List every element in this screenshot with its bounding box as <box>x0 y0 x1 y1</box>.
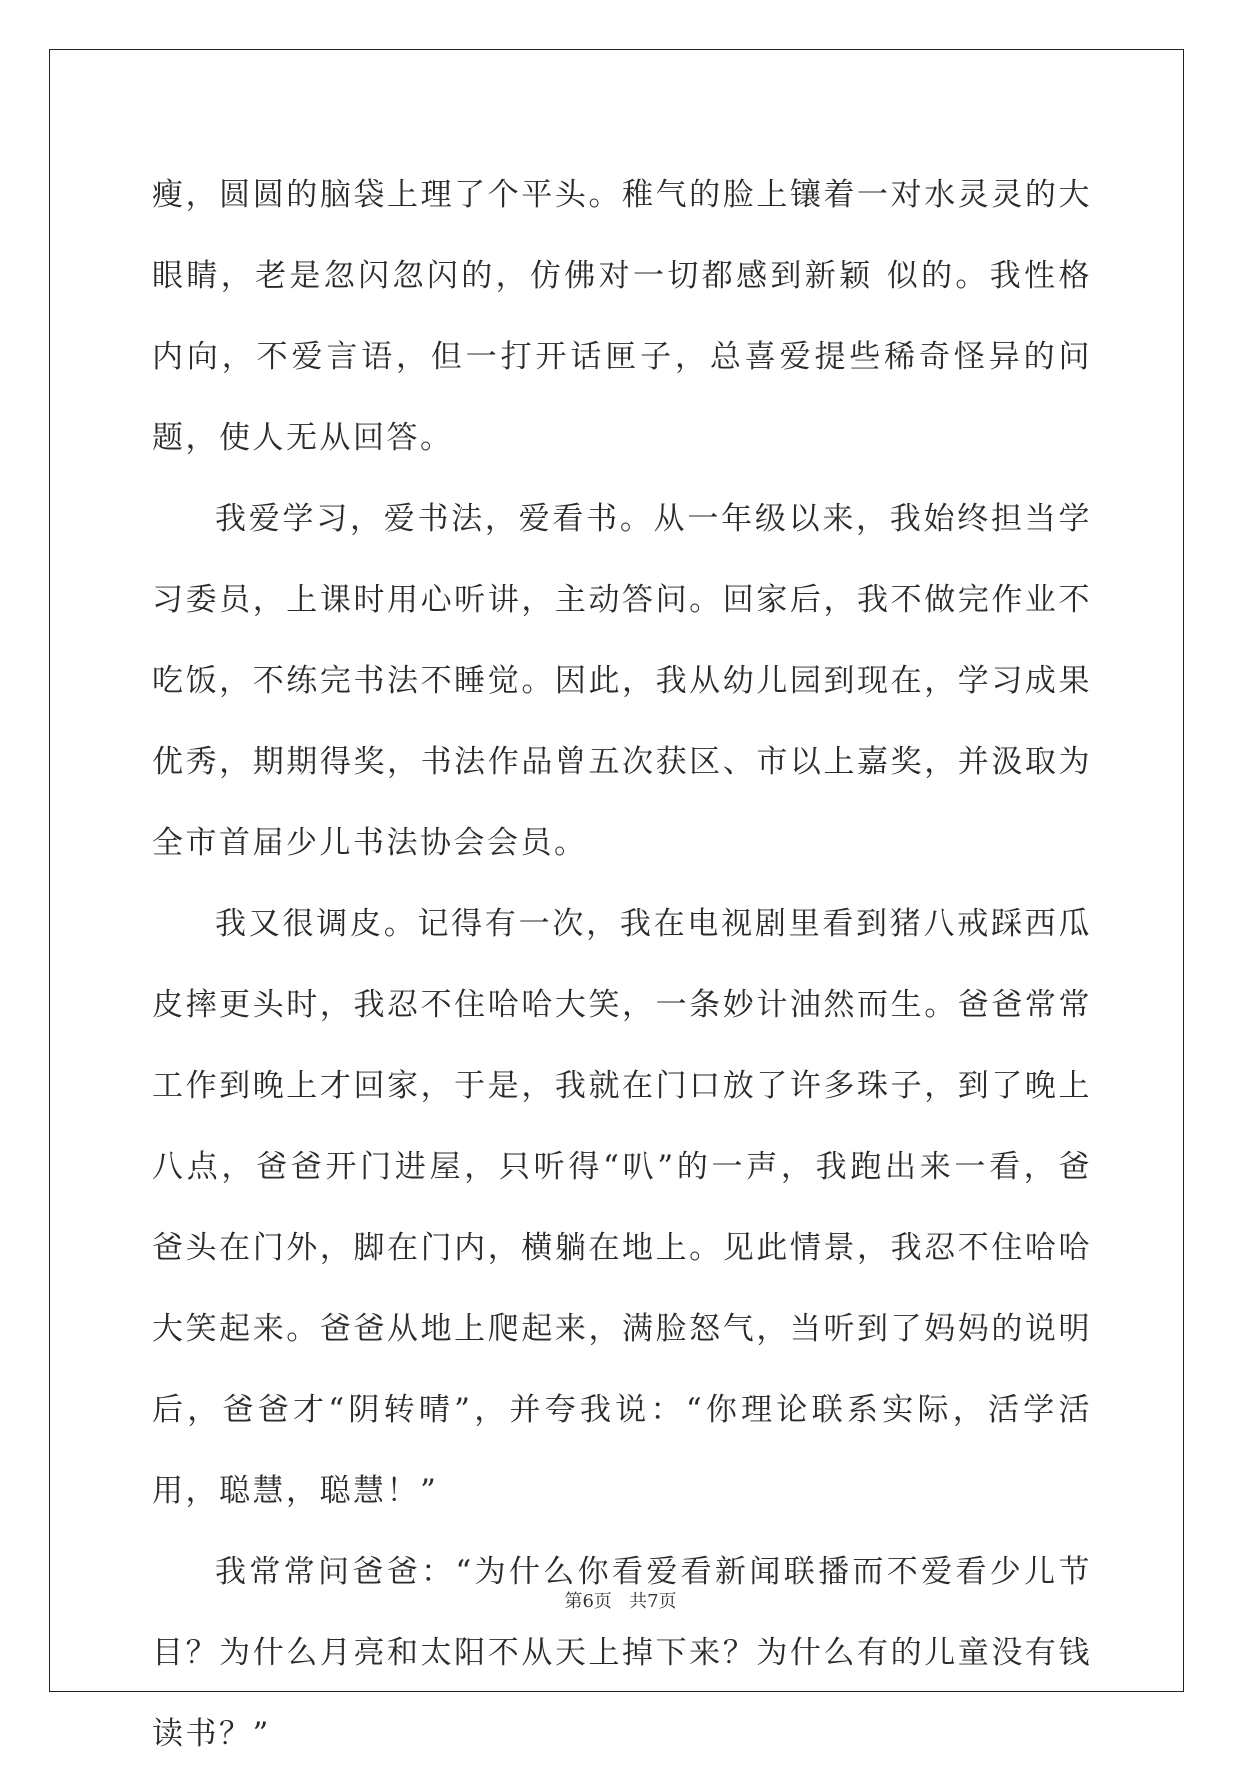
page-number-footer: 第6页 共7页 <box>564 1591 677 1612</box>
paragraph-2: 我爱学习，爱书法，爱看书。从一年级以来，我始终担当学习委员，上课时用心听讲，主动答问。回家后，我不做完作业不吃饭，不练完书法不睡觉。因此，我从幼儿园到现在，学习成果优秀，期期得奖，书法作品曾五次获区、市以上嘉奖，并汲取为全市首届少儿书法协会会员。 <box>152 501 1092 861</box>
paragraph-1: 瘦，圆圆的脑袋上理了个平头。稚气的脸上镶着一对水灵灵的大眼睛，老是忽闪忽闪的，仿佛对一切都感到新颖 似的。我性格内向，不爱言语，但一打开话匣子，总喜爱提些稀奇怪异的问题，使人无从回答。 <box>152 177 1092 456</box>
paragraph-3: 我又很调皮。记得有一次，我在电视剧里看到猪八戒踩西瓜皮摔更头时，我忍不住哈哈大笑，一条妙计油然而生。爸爸常常工作到晚上才回家，于是，我就在门口放了许多珠子，到了晚上八点，爸爸开门进屋，只听得“叭”的一声，我跑出来一看，爸爸头在门外，脚在门内，横躺在地上。见此情景，我忍不住哈哈大笑起来。爸爸从地上爬起来，满脸怒气，当听到了妈妈的说明后，爸爸才“阴转晴”，并夸我说：“你理论联系实际，活学活用，聪慧，聪慧！” <box>152 906 1092 1509</box>
paragraph-4: 我常常问爸爸：“为什么你看爱看新闻联播而不爱看少儿节目？为什么月亮和太阳不从天上掉下来？为什么有的儿童没有钱读书？” <box>152 1554 1092 1752</box>
document-body <box>152 155 1092 1775</box>
